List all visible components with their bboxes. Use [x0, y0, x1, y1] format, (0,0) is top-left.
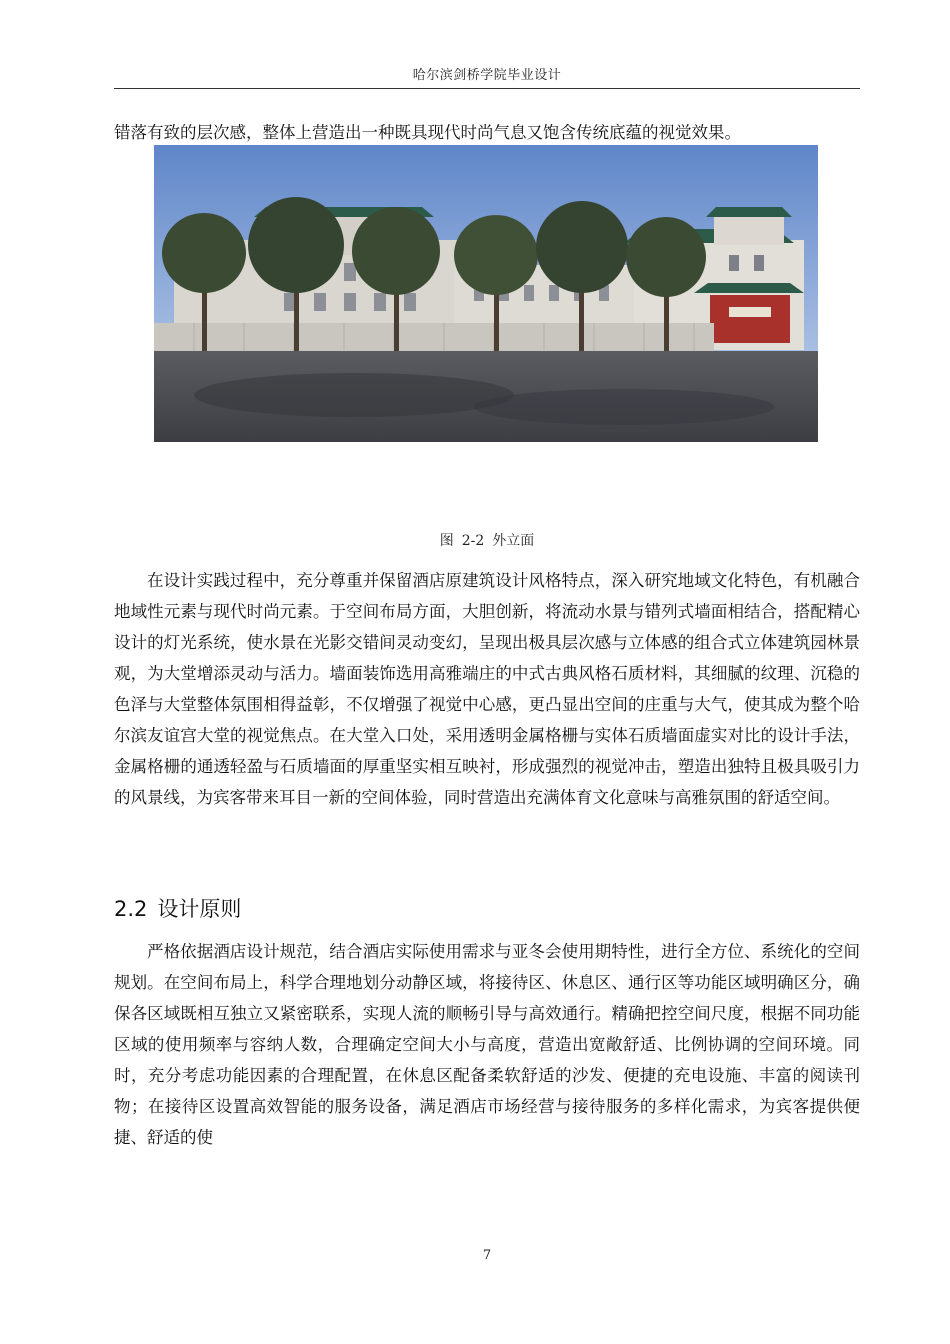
caption-text: 外立面 — [492, 533, 535, 549]
body-paragraph: 在设计实践过程中，充分尊重并保留酒店原建筑设计风格特点，深入研究地域文化特色，有机融合地域性元素与现代时尚元素。于空间布局方面，大胆创新，将流动水景与错列式墙面相结合，搭配精心设计的灯光系统，使水景在光影交错间灵动变幻，呈现出极具层次感与立体感的组合式立体建筑园林景观，为大堂增添灵动与活力。墙面装饰选用高雅端庄的中式古典风格石质材料，其细腻的纹理、沉稳的色泽与大堂整体氛围相得益彰，不仅增强了视觉中心感，更凸显出空间的庄重与大气，使其成为整个哈尔滨友谊宫大堂的视觉焦点。在大堂入口处，采用透明金属格栅与实体石质墙面虚实对比的设计手法，金属格栅的通透轻盈与石质墙面的厚重坚实相互映衬，形成强烈的视觉冲击，塑造出独特且极具吸引力的风景线，为宾客带来耳目一新的空间体验，同时营造出充满体育文化意味与高雅氛围的舒适空间。 — [114, 571, 860, 807]
caption-number: 2-2 — [461, 533, 485, 549]
body-paragraph: 严格依据酒店设计规范，结合酒店实际使用需求与亚冬会使用期特性，进行全方位、系统化的空间规划。在空间布局上，科学合理地划分动静区域，将接待区、休息区、通行区等功能区域明确区分，确保各区域既相互独立又紧密联系，实现人流的顺畅引导与高效通行。精确把控空间尺度，根据不同功能区域的使用频率与容纳人数，合理确定空间大小与高度，营造出宽敞舒适、比例协调的空间环境。同时，充分考虑功能因素的合理配置，在休息区配备柔软舒适的沙发、便捷的充电设施、丰富的阅读刊物；在接待区设置高效智能的服务设备，满足酒店市场经营与接待服务的多样化需求，为宾客提供便捷、舒适的使 — [114, 942, 860, 1147]
section-title: 设计原则 — [157, 897, 242, 921]
figure-caption — [114, 530, 860, 550]
caption-label: 图 — [439, 533, 454, 549]
page-number: 7 — [482, 1248, 492, 1263]
lead-paragraph: 错落有致的层次感，整体上营造出一种既具现代时尚气息又饱含传统底蕴的视觉效果。 — [114, 123, 741, 142]
boundary-wall — [154, 323, 714, 351]
facade-illustration — [154, 145, 818, 442]
section-heading — [114, 893, 241, 923]
facade-figure — [154, 145, 818, 442]
header-divider — [114, 88, 860, 89]
section-number: 2.2 — [114, 897, 148, 921]
page-header: 哈尔滨剑桥学院毕业设计 — [412, 68, 562, 83]
